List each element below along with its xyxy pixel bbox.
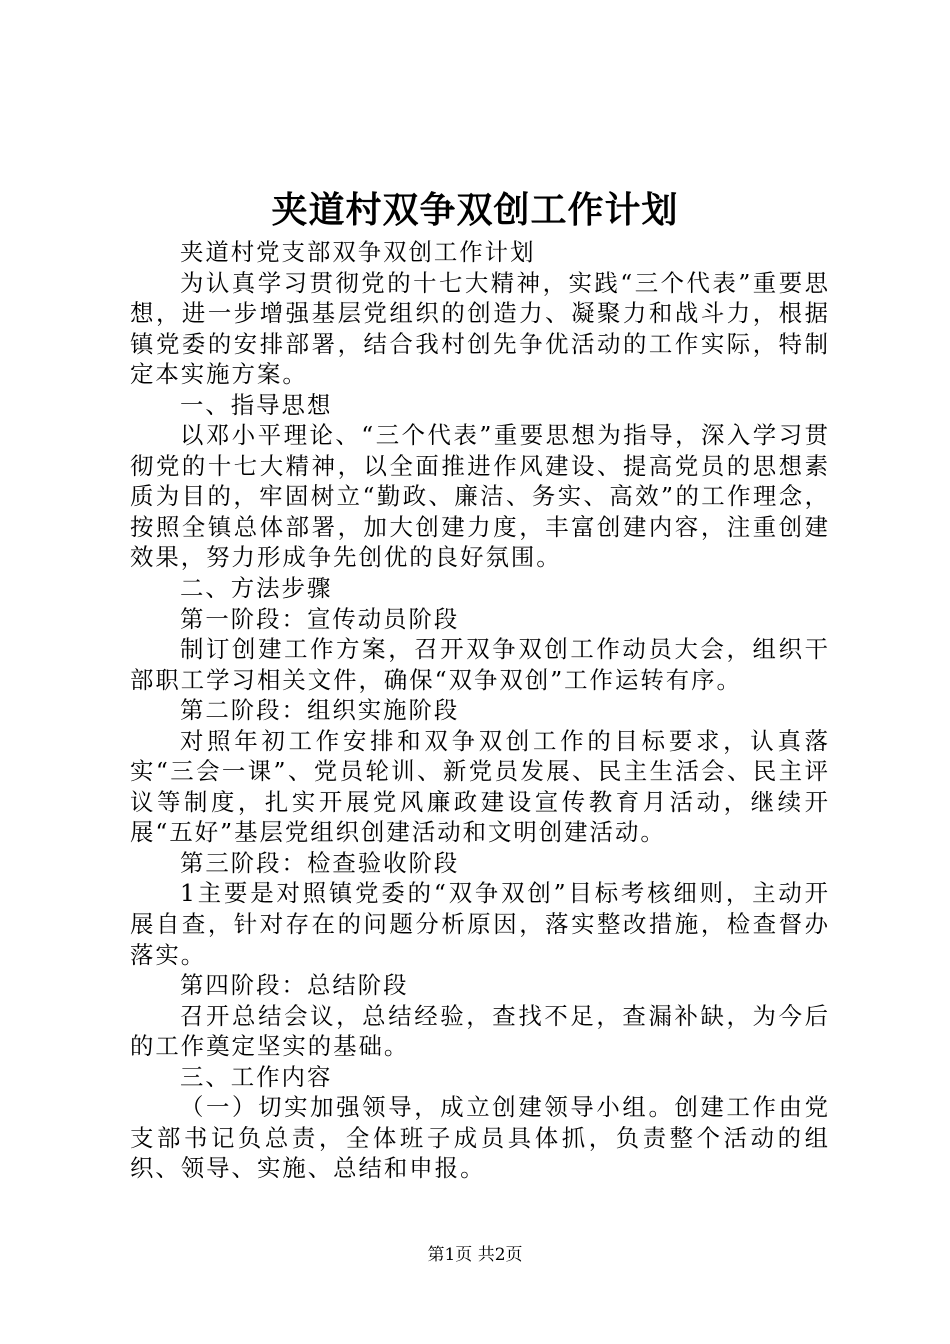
paragraph-stage-1: 制订创建工作方案，召开双争双创工作动员大会，组织干部职工学习相关文件，确保“双争双创”工作运转有序。 — [130, 635, 830, 694]
paragraph-work-content-1: （一）切实加强领导，成立创建领导小组。创建工作由党支部书记负总责，全体班子成员具体抓，负责整个活动的组织、领导、实施、总结和申报。 — [130, 1093, 830, 1183]
section-heading-work-content: 三、工作内容 — [180, 1062, 333, 1091]
page-footer: 第1页 共2页 — [427, 1245, 523, 1265]
section-heading-method-steps: 二、方法步骤 — [180, 574, 333, 603]
stage-heading-2: 第二阶段：组织实施阶段 — [180, 696, 460, 725]
paragraph-stage-4: 召开总结会议，总结经验，查找不足，查漏补缺，为今后的工作奠定坚实的基础。 — [130, 1001, 830, 1061]
paragraph-stage-3: 1主要是对照镇党委的“双争双创”目标考核细则，主动开展自查，针对存在的问题分析原因，落实整改措施，检查督办落实。 — [130, 879, 830, 969]
stage-heading-1: 第一阶段：宣传动员阶段 — [180, 604, 460, 633]
stage-heading-3: 第三阶段：检查验收阶段 — [180, 848, 460, 877]
paragraph-guiding-thought: 以邓小平理论、“三个代表”重要思想为指导，深入学习贯彻党的十七大精神，以全面推进作风建设、提高党员的思想素质为目的，牢固树立“勤政、廉洁、务实、高效”的工作理念，按照全镇总体部署，加大创建力度，丰富创建内容，注重创建效果，努力形成争先创优的良好氛围。 — [130, 421, 830, 572]
document-title: 夹道村双争双创工作计划 — [271, 189, 679, 231]
document-body — [130, 237, 830, 1184]
stage-heading-4: 第四阶段：总结阶段 — [180, 971, 409, 1000]
paragraph-stage-2: 对照年初工作安排和双争双创工作的目标要求，认真落实“三会一课”、党员轮训、新党员发展、民主生活会、民主评议等制度，扎实开展党风廉政建设宣传教育月活动，继续开展“五好”基层党组织创建活动和文明创建活动。 — [130, 726, 830, 847]
paragraph-intro: 为认真学习贯彻党的十七大精神，实践“三个代表”重要思想，进一步增强基层党组织的创造力、凝聚力和战斗力，根据镇党委的安排部署，结合我村创先争优活动的工作实际，特制定本实施方案。 — [130, 268, 830, 389]
paragraph-subtitle: 夹道村党支部双争双创工作计划 — [180, 238, 536, 266]
section-heading-guiding-thought: 一、指导思想 — [180, 390, 333, 419]
